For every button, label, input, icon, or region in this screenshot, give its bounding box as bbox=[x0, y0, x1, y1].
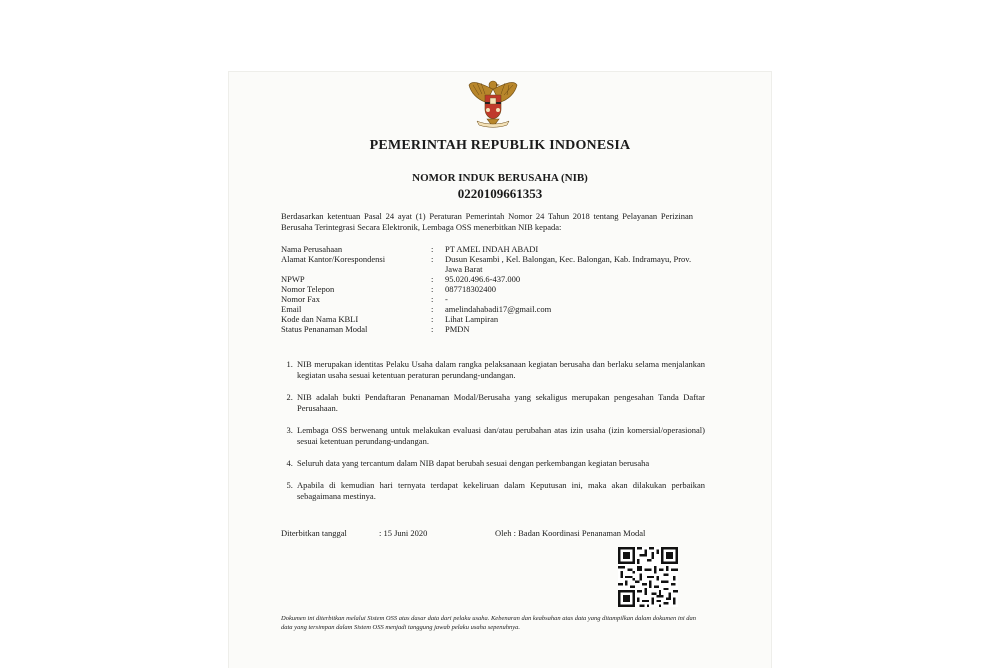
garuda-emblem-icon bbox=[465, 75, 521, 131]
field-separator: : bbox=[431, 244, 434, 254]
field-label: Nomor Fax bbox=[281, 294, 320, 304]
field-value: 087718302400 bbox=[445, 284, 496, 294]
field-label: Kode dan Nama KBLI bbox=[281, 314, 359, 324]
nib-number: 0220109661353 bbox=[457, 186, 543, 201]
notes-list bbox=[281, 359, 705, 513]
field-row bbox=[281, 304, 701, 314]
issuer-name: Oleh : Badan Koordinasi Penanaman Modal bbox=[495, 528, 646, 538]
field-value: Dusun Kesambi , Kel. Balongan, Kec. Balongan, Kab. Indramayu, Prov. Jawa Barat bbox=[445, 254, 692, 274]
field-separator: : bbox=[431, 254, 434, 264]
note-item: 2. NIB adalah bukti Pendaftaran Penanaman Modal/Berusaha yang sekaligus merupakan pengesahan Tanda Daftar Perusahaan. bbox=[295, 392, 705, 414]
field-value: PMDN bbox=[445, 324, 470, 334]
footer-disclaimer: Dokumen ini diterbitkan melalui Sistem OSS atas dasar data dari pelaku usaha. Kebenaran dan keabsahan atas data yang ditampilkan dalam dokumen ini dan data yang tersimpan dalam Sistem OSS menjadi tanggung jawab pelaku usaha sepenuhnya. bbox=[281, 615, 697, 631]
field-value: amelindahabadi17@gmail.com bbox=[445, 304, 552, 314]
field-label: NPWP bbox=[281, 274, 305, 284]
issued-date-block bbox=[281, 528, 428, 538]
field-label: Alamat Kantor/Korespondensi bbox=[281, 254, 386, 264]
note-item: 3. Lembaga OSS berwenang untuk melakukan evaluasi dan/atau perubahan atas izin usaha (izin komersial/operasional) sesuai ketentuan perundang-undangan. bbox=[295, 425, 705, 447]
field-separator: : bbox=[431, 314, 434, 324]
field-row bbox=[281, 244, 701, 254]
field-value: PT AMEL INDAH ABADI bbox=[445, 244, 539, 254]
field-separator: : bbox=[431, 294, 434, 304]
issued-label: Diterbitkan tanggal bbox=[281, 528, 347, 538]
issued-date: : 15 Juni 2020 bbox=[379, 528, 428, 538]
field-row bbox=[281, 324, 701, 334]
field-value: 95.020.496.6-437.000 bbox=[445, 274, 521, 284]
nib-document bbox=[229, 72, 771, 668]
note-item: 1. NIB merupakan identitas Pelaku Usaha dalam rangka pelaksanaan kegiatan berusaha dan berlaku selama menjalankan kegiatan usaha sesuai ketentuan peraturan perundang-undangan. bbox=[295, 359, 705, 381]
field-separator: : bbox=[431, 274, 434, 284]
field-separator: : bbox=[431, 324, 434, 334]
field-row bbox=[281, 314, 701, 324]
company-fields-table bbox=[281, 244, 701, 334]
field-label: Email bbox=[281, 304, 302, 314]
field-label: Status Penanaman Modal bbox=[281, 324, 368, 334]
field-value: - bbox=[445, 294, 448, 304]
note-item: 5. Apabila di kemudian hari ternyata terdapat kekeliruan dalam Keputusan ini, maka akan dilakukan perbaikan sebagaimana mestinya. bbox=[295, 480, 705, 502]
field-value: Lihat Lampiran bbox=[445, 314, 499, 324]
field-row bbox=[281, 254, 701, 274]
note-item: 4. Seluruh data yang tercantum dalam NIB dapat berubah sesuai dengan perkembangan kegiatan berusaha bbox=[295, 458, 705, 469]
intro-paragraph: Berdasarkan ketentuan Pasal 24 ayat (1) Peraturan Pemerintah Nomor 24 Tahun 2018 tentang Pelayanan Perizinan Berusaha Terintegrasi Secara Elektronik, Lembaga OSS menerbitkan NIB kepada: bbox=[281, 211, 693, 232]
field-row bbox=[281, 294, 701, 304]
nib-title: NOMOR INDUK BERUSAHA (NIB) bbox=[412, 172, 588, 184]
field-separator: : bbox=[431, 304, 434, 314]
field-row bbox=[281, 284, 701, 294]
field-label: Nama Perusahaan bbox=[281, 244, 343, 254]
field-row bbox=[281, 274, 701, 284]
field-separator: : bbox=[431, 284, 434, 294]
field-label: Nomor Telepon bbox=[281, 284, 335, 294]
qr-code-icon bbox=[618, 547, 678, 607]
government-title: PEMERINTAH REPUBLIK INDONESIA bbox=[369, 138, 631, 153]
